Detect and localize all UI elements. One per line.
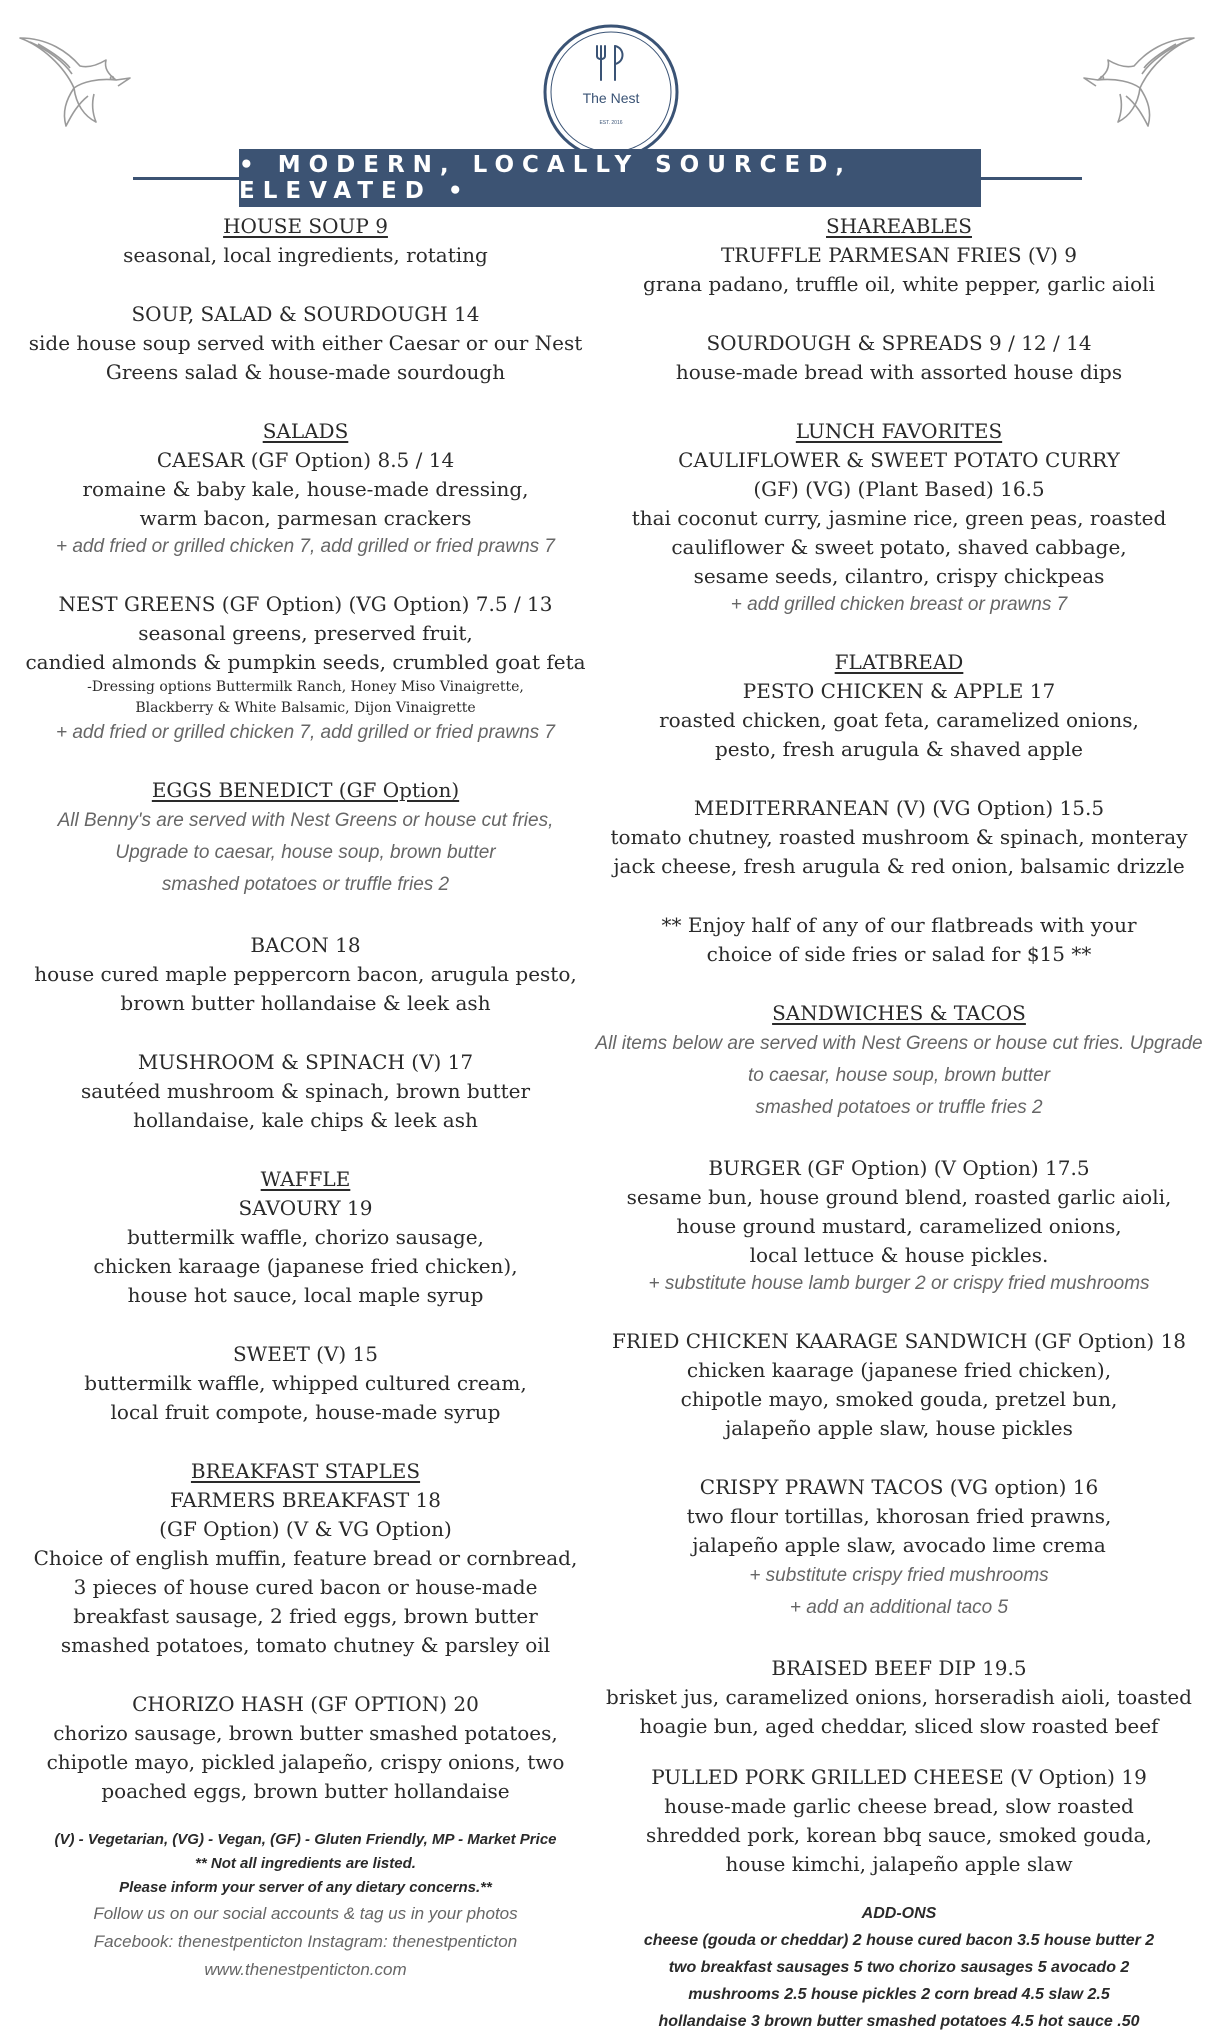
section-header-sandwiches-tacos: SANDWICHES & TACOS [772, 1001, 1026, 1025]
menu-desc: thai coconut curry, jasmine rice, green peas, roasted [631, 506, 1167, 530]
sweet-title: SWEET (V) 15 [232, 1342, 378, 1366]
soup-salad-sourdough-title: SOUP, SALAD & SOURDOUGH 14 [131, 302, 480, 326]
menu-desc: shredded pork, korean bbq sauce, smoked gouda, [646, 1823, 1152, 1847]
website-link[interactable]: www.thenestpenticton.com [204, 1960, 407, 1979]
menu-desc: Choice of english muffin, feature bread or cornbread, [33, 1546, 578, 1570]
menu-desc: jalapeño apple slaw, avocado lime crema [692, 1533, 1106, 1557]
beef-dip-title: BRAISED BEEF DIP 19.5 [771, 1656, 1027, 1680]
menu-desc: 3 pieces of house cured bacon or house-made [73, 1575, 538, 1599]
add-ons-line: two breakfast sausages 5 two chorizo sausages 5 avocado 2 [668, 1959, 1130, 1976]
menu-desc: Greens salad & house-made sourdough [105, 360, 506, 384]
menu-desc: house hot sauce, local maple syrup [127, 1283, 484, 1307]
menu-desc: house-made garlic cheese bread, slow roasted [664, 1794, 1134, 1818]
menu-desc: jalapeño apple slaw, house pickles [725, 1416, 1073, 1440]
ingredients-note: ** Not all ingredients are listed. [195, 1855, 416, 1872]
menu-desc: chorizo sausage, brown butter smashed potatoes, [53, 1721, 558, 1745]
logo-est: EST. 2016 [599, 120, 623, 126]
truffle-fries-title: TRUFFLE PARMESAN FRIES (V) 9 [720, 243, 1078, 267]
menu-desc: romaine & baby kale, house-made dressing, [82, 477, 529, 501]
add-on-note: + add an additional taco 5 [789, 1597, 1009, 1618]
substitute-note: + substitute house lamb burger 2 or crispy fried mushrooms [648, 1273, 1150, 1294]
house-soup-title: HOUSE SOUP 9 [223, 214, 388, 238]
menu-desc: sesame seeds, cilantro, crispy chickpeas [693, 564, 1105, 588]
curry-title: CAULIFLOWER & SWEET POTATO CURRY [678, 448, 1120, 472]
section-header-shareables: SHAREABLES [826, 214, 972, 238]
pulled-pork-title: PULLED PORK GRILLED CHEESE (V Option) 19 [651, 1765, 1147, 1789]
sourdough-spreads-title: SOURDOUGH & SPREADS 9 / 12 / 14 [706, 331, 1092, 355]
benny-note: smashed potatoes or truffle fries 2 [161, 874, 450, 895]
menu-desc: house kimchi, jalapeño apple slaw [725, 1852, 1073, 1876]
fork-knife-icon [593, 44, 629, 82]
section-header-salads: SALADS [262, 419, 349, 443]
substitute-note: + substitute crispy fried mushrooms [749, 1565, 1049, 1586]
nest-greens-title: NEST GREENS (GF Option) (VG Option) 7.5 / 13 [58, 592, 553, 616]
menu-desc: jack cheese, fresh arugula & red onion, balsamic drizzle [613, 854, 1185, 878]
left-column [8, 212, 603, 1984]
mushroom-spinach-title: MUSHROOM & SPINACH (V) 17 [137, 1050, 474, 1074]
section-header-flatbread: FLATBREAD [834, 650, 964, 674]
dressing-options: -Dressing options Buttermilk Ranch, Honey Miso Vinaigrette, [87, 679, 524, 695]
house-soup-desc: seasonal, local ingredients, rotating [123, 243, 488, 267]
menu-desc: pesto, fresh arugula & shaved apple [714, 737, 1083, 761]
menu-desc: sautéed mushroom & spinach, brown butter [80, 1079, 531, 1103]
section-header-waffle: WAFFLE [260, 1167, 351, 1191]
header-rule-left [133, 177, 239, 180]
add-ons-line: mushrooms 2.5 house pickles 2 corn bread 4.5 slaw 2.5 [688, 1986, 1110, 2003]
chorizo-hash-title: CHORIZO HASH (GF OPTION) 20 [132, 1692, 479, 1716]
section-header-eggs-benedict: EGGS BENEDICT (GF Option) [151, 778, 460, 802]
dietary-note: Please inform your server of any dietary concerns.** [119, 1879, 492, 1896]
menu-desc: cauliflower & sweet potato, shaved cabbage, [671, 535, 1127, 559]
mediterranean-title: MEDITERRANEAN (V) (VG Option) 15.5 [693, 796, 1105, 820]
logo [541, 22, 681, 162]
add-on-note: + add grilled chicken breast or prawns 7 [730, 594, 1068, 615]
swallow-icon [12, 8, 142, 138]
menu-desc: brisket jus, caramelized onions, horseradish aioli, toasted [606, 1685, 1192, 1709]
menu-desc: local fruit compote, house-made syrup [110, 1400, 501, 1424]
right-column [584, 212, 1214, 2035]
curry-options: (GF) (VG) (Plant Based) 16.5 [753, 477, 1045, 501]
menu-desc: grana padano, truffle oil, white pepper, garlic aioli [643, 272, 1155, 296]
burger-title: BURGER (GF Option) (V Option) 17.5 [708, 1156, 1090, 1180]
menu-desc: house cured maple peppercorn bacon, arugula pesto, [34, 962, 577, 986]
fried-chicken-sandwich-title: FRIED CHICKEN KAARAGE SANDWICH (GF Option) 18 [611, 1329, 1187, 1353]
sandwich-note: All items below are served with Nest Greens or house cut fries. Upgrade [595, 1033, 1203, 1054]
dietary-legend: (V) - Vegetarian, (VG) - Vegan, (GF) - Gluten Friendly, MP - Market Price [54, 1831, 557, 1848]
dressing-options: Blackberry & White Balsamic, Dijon Vinaigrette [135, 700, 476, 716]
social-follow: Follow us on our social accounts & tag us in your photos [93, 1904, 518, 1923]
add-ons-line: cheese (gouda or cheddar) 2 house cured bacon 3.5 house butter 2 [643, 1932, 1155, 1949]
menu-desc: tomato chutney, roasted mushroom & spinach, monteray [610, 825, 1188, 849]
menu-desc: house-made bread with assorted house dips [675, 360, 1123, 384]
add-on-note: + add fried or grilled chicken 7, add grilled or fried prawns 7 [55, 722, 556, 743]
menu-desc: hollandaise, kale chips & leek ash [133, 1108, 478, 1132]
menu-desc: warm bacon, parmesan crackers [139, 506, 472, 530]
menu-desc: smashed potatoes, tomato chutney & parsley oil [60, 1633, 551, 1657]
add-on-note: + add fried or grilled chicken 7, add grilled or fried prawns 7 [55, 536, 556, 557]
section-header-lunch-favorites: LUNCH FAVORITES [795, 419, 1003, 443]
menu-desc: chicken kaarage (japanese fried chicken), [686, 1358, 1112, 1382]
menu-desc: chicken karaage (japanese fried chicken), [93, 1254, 518, 1278]
menu-desc: roasted chicken, goat feta, caramelized onions, [659, 708, 1139, 732]
bacon-title: BACON 18 [250, 933, 361, 957]
menu-desc: side house soup served with either Caesar or our Nest [28, 331, 583, 355]
menu-header [0, 0, 1214, 210]
add-ons-line: hollandaise 3 brown butter smashed potatoes 4.5 hot sauce .50 [658, 2013, 1140, 2030]
menu-desc: brown butter hollandaise & leek ash [120, 991, 491, 1015]
menu-desc: poached eggs, brown butter hollandaise [101, 1779, 510, 1803]
half-flatbread-offer: ** Enjoy half of any of our flatbreads with your [661, 913, 1137, 937]
sandwich-note: smashed potatoes or truffle fries 2 [755, 1097, 1043, 1118]
benny-note: Upgrade to caesar, house soup, brown butter [115, 842, 496, 863]
menu-desc: house ground mustard, caramelized onions, [676, 1214, 1122, 1238]
header-rule-right [980, 177, 1082, 180]
menu-desc: chipotle mayo, pickled jalapeño, crispy onions, two [46, 1750, 565, 1774]
benny-note: All Benny's are served with Nest Greens or house cut fries, [57, 810, 554, 831]
menu-desc: seasonal greens, preserved fruit, [138, 621, 473, 645]
menu-desc: two flour tortillas, khorosan fried prawns, [686, 1504, 1112, 1528]
farmers-breakfast-title: FARMERS BREAKFAST 18 [169, 1488, 441, 1512]
sandwich-note: to caesar, house soup, brown butter [747, 1065, 1051, 1086]
social-handles: Facebook: thenestpenticton Instagram: thenestpenticton [93, 1932, 518, 1951]
menu-desc: buttermilk waffle, chorizo sausage, [127, 1225, 484, 1249]
farmers-breakfast-options: (GF Option) (V & VG Option) [159, 1517, 452, 1541]
menu-desc: breakfast sausage, 2 fried eggs, brown butter [73, 1604, 538, 1628]
caesar-title: CAESAR (GF Option) 8.5 / 14 [156, 448, 455, 472]
menu-desc: hoagie bun, aged cheddar, sliced slow roasted beef [639, 1714, 1159, 1738]
menu-desc: sesame bun, house ground blend, roasted garlic aioli, [626, 1185, 1172, 1209]
swallow-icon [1072, 8, 1202, 138]
pesto-chicken-title: PESTO CHICKEN & APPLE 17 [742, 679, 1056, 703]
prawn-tacos-title: CRISPY PRAWN TACOS (VG option) 16 [699, 1475, 1099, 1499]
logo-name: The Nest [582, 90, 640, 106]
menu-desc: local lettuce & house pickles. [749, 1243, 1049, 1267]
savoury-title: SAVOURY 19 [238, 1196, 373, 1220]
menu-desc: candied almonds & pumpkin seeds, crumbled goat feta [25, 650, 586, 674]
half-flatbread-offer: choice of side fries or salad for $15 ** [706, 942, 1092, 966]
menu-desc: buttermilk waffle, whipped cultured cream, [84, 1371, 527, 1395]
menu-desc: chipotle mayo, smoked gouda, pretzel bun, [680, 1387, 1118, 1411]
section-header-breakfast-staples: BREAKFAST STAPLES [190, 1459, 421, 1483]
tagline-banner: • MODERN, LOCALLY SOURCED, ELEVATED • [239, 149, 981, 207]
section-header-add-ons: ADD-ONS [861, 1905, 937, 1922]
